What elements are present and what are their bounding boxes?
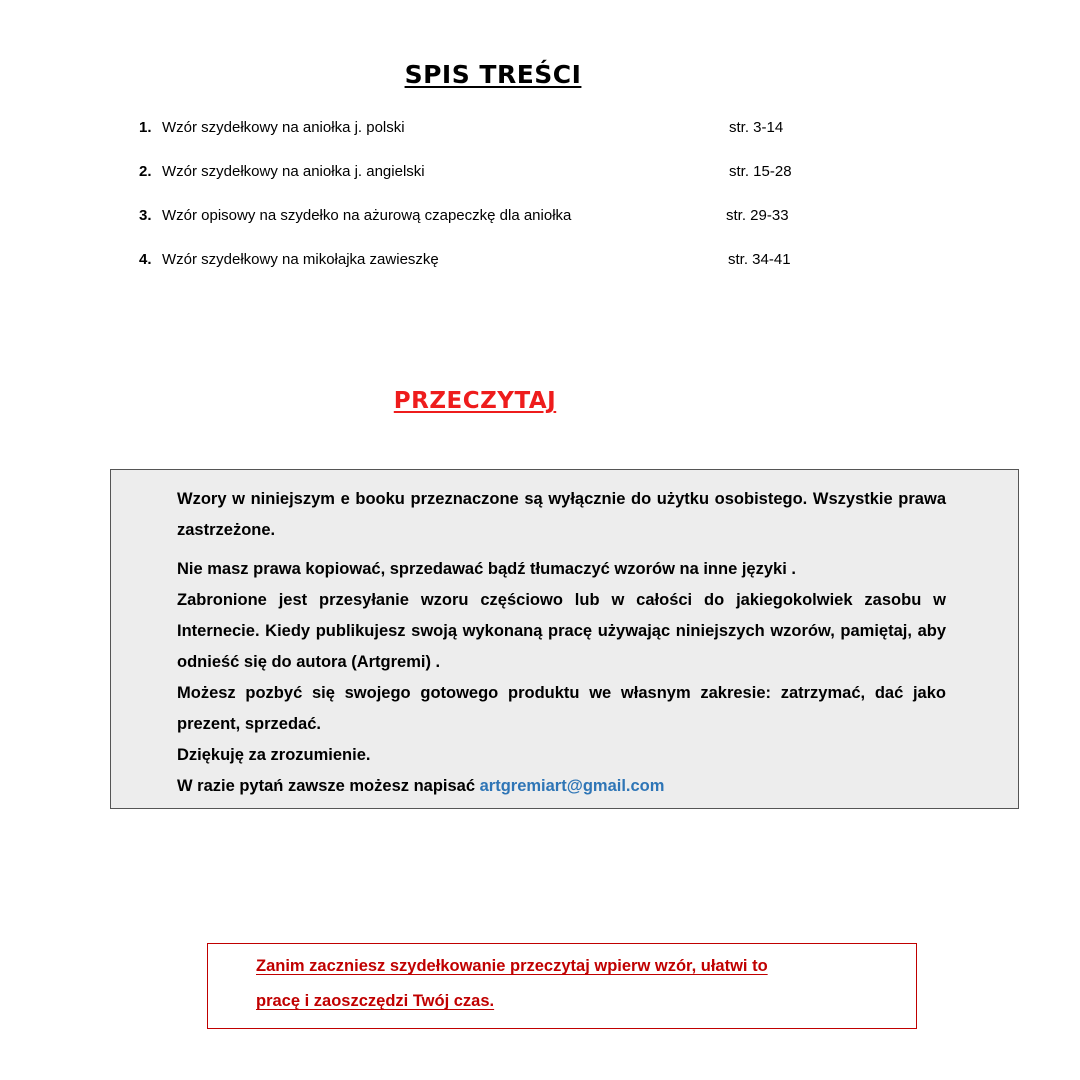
notice-paragraph: Nie masz prawa kopiować, sprzedawać bądź tłumaczyć wzorów na inne języki . <box>177 560 796 578</box>
copyright-notice-text <box>177 484 946 802</box>
read-notice-title: PRZECZYTAJ <box>393 388 557 414</box>
notice-paragraph: Możesz pozbyć się swojego gotowego produktu we własnym zakresie: zatrzymać, dać jako prezent, sprzedać. <box>177 684 946 733</box>
toc-item-number: 1. <box>139 119 152 136</box>
warning-line: Zanim zaczniesz szydełkowanie przeczytaj wpierw wzór, ułatwi to <box>256 957 768 975</box>
warning-text <box>256 949 856 1019</box>
toc-item-text: Wzór opisowy na szydełko na ażurową czapeczkę dla aniołka <box>162 207 572 224</box>
toc-item[interactable] <box>139 204 839 228</box>
warning-box <box>207 943 917 1029</box>
notice-paragraph: Dziękuję za zrozumienie. <box>177 746 371 764</box>
toc-item[interactable] <box>139 116 839 140</box>
warning-line: pracę i zaoszczędzi Twój czas. <box>256 992 495 1010</box>
toc-item-number: 4. <box>139 251 152 268</box>
toc-item-page: str. 29-33 <box>726 207 789 224</box>
notice-paragraph: Wzory w niniejszym e booku przeznaczone są wyłącznie do użytku osobistego. Wszystkie prawa zastrzeżone. <box>177 490 946 539</box>
toc-item-page: str. 3-14 <box>729 119 784 136</box>
toc-title: SPIS TREŚCI <box>404 60 582 89</box>
toc-item-page: str. 34-41 <box>728 251 791 268</box>
notice-contact <box>177 771 946 802</box>
toc-item-number: 3. <box>139 207 152 224</box>
toc-item[interactable] <box>139 248 839 272</box>
toc-item-text: Wzór szydełkowy na aniołka j. angielski <box>162 163 425 180</box>
copyright-notice-box <box>110 469 1019 809</box>
contact-email-link[interactable]: artgremiart@gmail.com <box>479 777 665 795</box>
toc-item-page: str. 15-28 <box>729 163 792 180</box>
contact-prefix: W razie pytań zawsze możesz napisać <box>177 777 480 795</box>
toc-item-text: Wzór szydełkowy na aniołka j. polski <box>162 119 405 136</box>
toc-item[interactable] <box>139 160 839 184</box>
notice-paragraph: Zabronione jest przesyłanie wzoru częściowo lub w całości do jakiegokolwiek zasobu w Internecie. Kiedy publikujesz swoją wykonaną pracę używając niniejszych wzorów, pamiętaj, aby odnieść się do autora (Artgremi) . <box>177 591 946 671</box>
toc-item-number: 2. <box>139 163 152 180</box>
toc-item-text: Wzór szydełkowy na mikołajka zawieszkę <box>162 251 439 268</box>
